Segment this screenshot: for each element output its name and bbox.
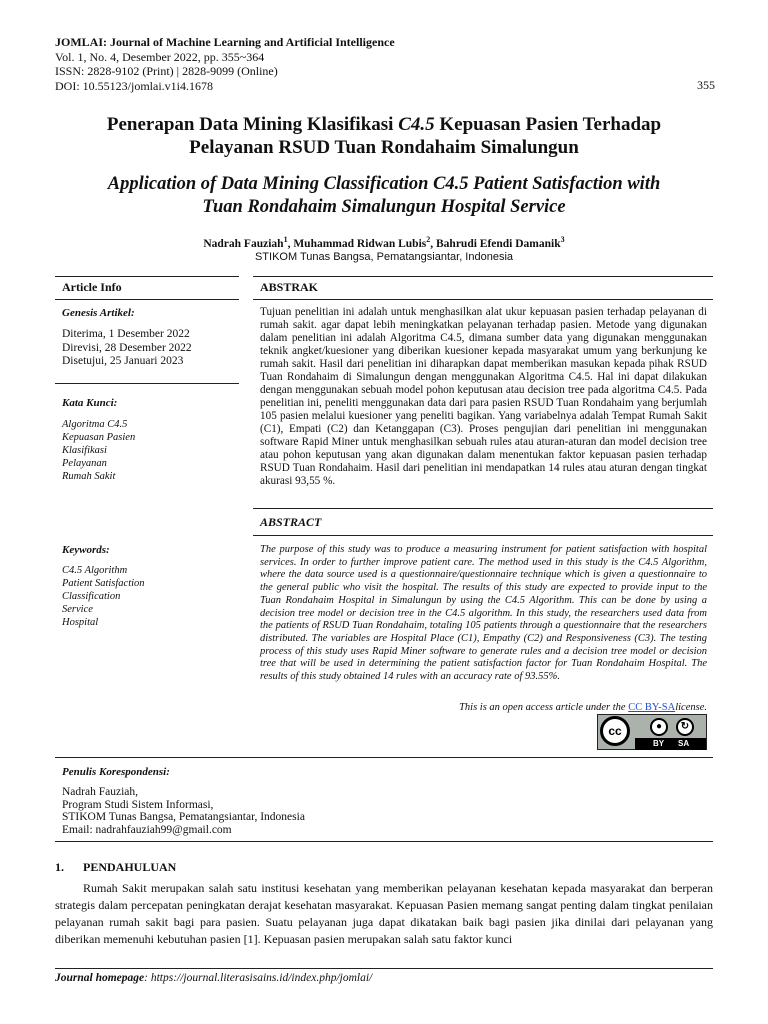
author-1-sup: 1 bbox=[283, 235, 288, 244]
by-person-icon: ● bbox=[650, 718, 668, 736]
corr-institution: STIKOM Tunas Bangsa, Pematangsiantar, Indonesia bbox=[62, 811, 305, 823]
author-3-sup: 3 bbox=[560, 235, 565, 244]
footer bbox=[55, 972, 372, 984]
license-note bbox=[260, 702, 707, 713]
corr-email: Email: nadrahfauziah99@gmail.com bbox=[62, 823, 232, 836]
abstract-label: ABSTRACT bbox=[260, 515, 322, 529]
title-id-part2: Kepuasan Pasien Terhadap bbox=[434, 114, 662, 135]
list-item: Algoritma C4.5 bbox=[62, 419, 128, 430]
list-item: Kepuasan Pasien bbox=[62, 432, 136, 443]
badge-bar bbox=[635, 738, 706, 750]
license-suffix: license. bbox=[675, 702, 707, 713]
journal-name: JOMLAI: Journal of Machine Learning and Artificial Intelligence bbox=[55, 35, 395, 49]
cc-by-sa-badge[interactable] bbox=[597, 714, 707, 750]
article-info-label: Article Info bbox=[62, 280, 122, 294]
journal-header bbox=[55, 35, 715, 93]
author-2: , Muhammad Ridwan Lubis bbox=[287, 237, 427, 250]
divider bbox=[55, 299, 239, 300]
volume-info: Vol. 1, No. 4, Desember 2022, pp. 355~364 bbox=[55, 49, 265, 64]
license-prefix: This is an open access article under the bbox=[459, 702, 629, 713]
footer-divider bbox=[55, 968, 713, 969]
abstrak-text: Tujuan penelitian ini adalah untuk menghasilkan alat ukur kepuasan pasien terhadap pelayanan di rumah sakit. agar dapat lebih meningkatkan pelayanan terhadap pasien. Metode yang digunakan dalam penelitian ini adalah Algoritma C4.5, dimana sumber data yang digunakan menggunakan teknik angket/kuesioner yang diberikan kuesioner kepada masyarakat umum yang berkunjung ke rumah sakit. Hasil dari penelitian ini diharapkan dapat memberikan masukan kepada pihak RSUD Tuan Rondahaim di Simalungun dengan menggunakan Algoritma C4.5. Hal ini dapat dilakukan dengan menggunakan sebuah model pohon keputusan atau decision tree pada algoritma C4.5. Pada penelitian ini, peneliti menggunakan data dari para pasien RSUD Tuan Rondahaim yang berjumlah 105 pasien melalui kuesioner yang peneliti bagikan. Yang variabelnya adalah Tempat Rumah Sakit (C1), Empati (C2) dan Ketanggapan (C3). Proses pengujian dari penelitian ini menggunakan software Rapid Miner untuk menghasilkan sebuah rules atau aturan-aturan dan model decision tree atau pohon keputusan yang akan digunakan dalam menentukan faktor kepuasan pasien terhadap RSUD Tuan Rondahaim. Hasil dari penelitian ini mendapatkan 14 rules atau aturan dengan tingkat akurasi 93,55 %. bbox=[260, 306, 707, 487]
date-revised: Direvisi, 28 Desember 2022 bbox=[62, 341, 192, 354]
divider bbox=[55, 383, 239, 384]
title-en-line2: Tuan Rondahaim Simalungun Hospital Service bbox=[202, 197, 566, 217]
footer-label: Journal homepage bbox=[55, 972, 145, 984]
divider bbox=[55, 276, 239, 277]
title-id-italic: C4.5 bbox=[398, 114, 435, 135]
kata-kunci-list bbox=[62, 418, 135, 483]
author-3: , Bahrudi Efendi Damanik bbox=[430, 237, 561, 250]
section-number: 1. bbox=[55, 860, 64, 874]
issn-info: ISSN: 2828-9102 (Print) | 2828-9099 (Online) bbox=[55, 64, 278, 78]
date-received: Diterima, 1 Desember 2022 bbox=[62, 328, 190, 340]
corr-program: Program Studi Sistem Informasi, bbox=[62, 798, 214, 811]
divider bbox=[253, 299, 713, 300]
dates bbox=[62, 328, 192, 369]
badge-by-label: BY bbox=[653, 739, 665, 748]
abstrak-label: ABSTRAK bbox=[260, 280, 319, 294]
correspondence-details bbox=[62, 786, 305, 836]
divider bbox=[253, 508, 713, 509]
list-item: Klasifikasi bbox=[62, 445, 107, 456]
title-english bbox=[60, 173, 708, 219]
section-heading bbox=[55, 860, 176, 875]
cc-icon: cc bbox=[600, 716, 630, 746]
author-list bbox=[60, 235, 708, 250]
divider bbox=[253, 535, 713, 536]
date-accepted: Disetujui, 25 Januari 2023 bbox=[62, 355, 184, 367]
divider bbox=[253, 276, 713, 277]
body-paragraph: Rumah Sakit merupakan salah satu institusi kesehatan yang memberikan pelayanan kesehatan kepada masyarakat dan berperan strategis dalam percepatan peningkatan derajat kesehatan masyarakat. Kepuasan Pasien memang sangat penting dalam tingkat penilaian pelayanan rumah sakit bagi para pasien. Suatu pelayanan juga dapat dikatakan baik bagi pasien jika dinilai dari pelayanan yang diberikan memenuhi kebutuhan pasien [1]. Kepuasan pasien merupakan salah satu faktor kunci bbox=[55, 881, 713, 946]
kata-kunci-label: Kata Kunci: bbox=[62, 397, 118, 409]
abstract-text: The purpose of this study was to produce a measuring instrument for patient satisfaction with hospital services. In order to further improve patient care. The method used in this study is the C4.5 Algorithm, where the data source used is a questionnaire/questionnaire technique which is given a questionnaire to the general public who visit the hospital. The results of this study are expected to provide input to the Tuan Rondahaim Hospital in Simalungun by using the C4.5 Algorithm. This can be done by using a decision tree model or decision tree in the C4.5 algorithm. In this study, the researchers used data from the patients of RSUD Tuan Rondahaim, totaling 105 patients through a questionnaire that the researchers distributed. The variables are Hospital Place (C1), Empathy (C2) and Responsiveness (C3). The testing process of this study uses Rapid Miner software to generate rules and a decision tree model or decision tree that will be used in determining the patient satisfaction factor for Tuan Rondahaim Hospital. The results of this study obtained 14 rules with an accuracy rate of 93.55%. bbox=[260, 544, 707, 683]
list-item: Pelayanan bbox=[62, 458, 107, 469]
title-indonesian bbox=[60, 113, 708, 159]
list-item: Service bbox=[62, 604, 93, 615]
title-id-part1: Penerapan Data Mining Klasifikasi bbox=[106, 114, 399, 135]
sa-share-icon: ↻ bbox=[676, 718, 694, 736]
license-link[interactable]: CC BY-SA bbox=[628, 702, 676, 713]
section-title: PENDAHULUAN bbox=[83, 860, 177, 874]
author-1: Nadrah Fauziah bbox=[203, 237, 284, 250]
keywords-list bbox=[62, 564, 145, 629]
corr-name: Nadrah Fauziah, bbox=[62, 786, 138, 798]
doi-info: DOI: 10.55123/jomlai.v1i4.1678 bbox=[55, 78, 213, 93]
badge-sa-label: SA bbox=[678, 739, 690, 748]
author-2-sup: 2 bbox=[426, 235, 431, 244]
divider bbox=[55, 841, 713, 842]
list-item: Patient Satisfaction bbox=[62, 578, 145, 589]
genesis-label: Genesis Artikel: bbox=[62, 307, 135, 319]
title-en-line1: Application of Data Mining Classification C4.5 Patient Satisfaction with bbox=[107, 174, 661, 194]
affiliation: STIKOM Tunas Bangsa, Pematangsiantar, Indonesia bbox=[254, 251, 514, 263]
list-item: Hospital bbox=[62, 617, 99, 628]
correspondence-label: Penulis Korespondensi: bbox=[62, 766, 170, 778]
keywords-label: Keywords: bbox=[62, 544, 110, 556]
list-item: Classification bbox=[62, 591, 121, 602]
page-number: 355 bbox=[697, 78, 715, 92]
divider bbox=[55, 757, 713, 758]
list-item: Rumah Sakit bbox=[62, 471, 116, 482]
list-item: C4.5 Algorithm bbox=[62, 565, 128, 576]
footer-url[interactable]: : https://journal.literasisains.id/index.php/jomlai/ bbox=[144, 972, 373, 984]
title-id-line2: Pelayanan RSUD Tuan Rondahaim Simalungun bbox=[189, 137, 579, 158]
